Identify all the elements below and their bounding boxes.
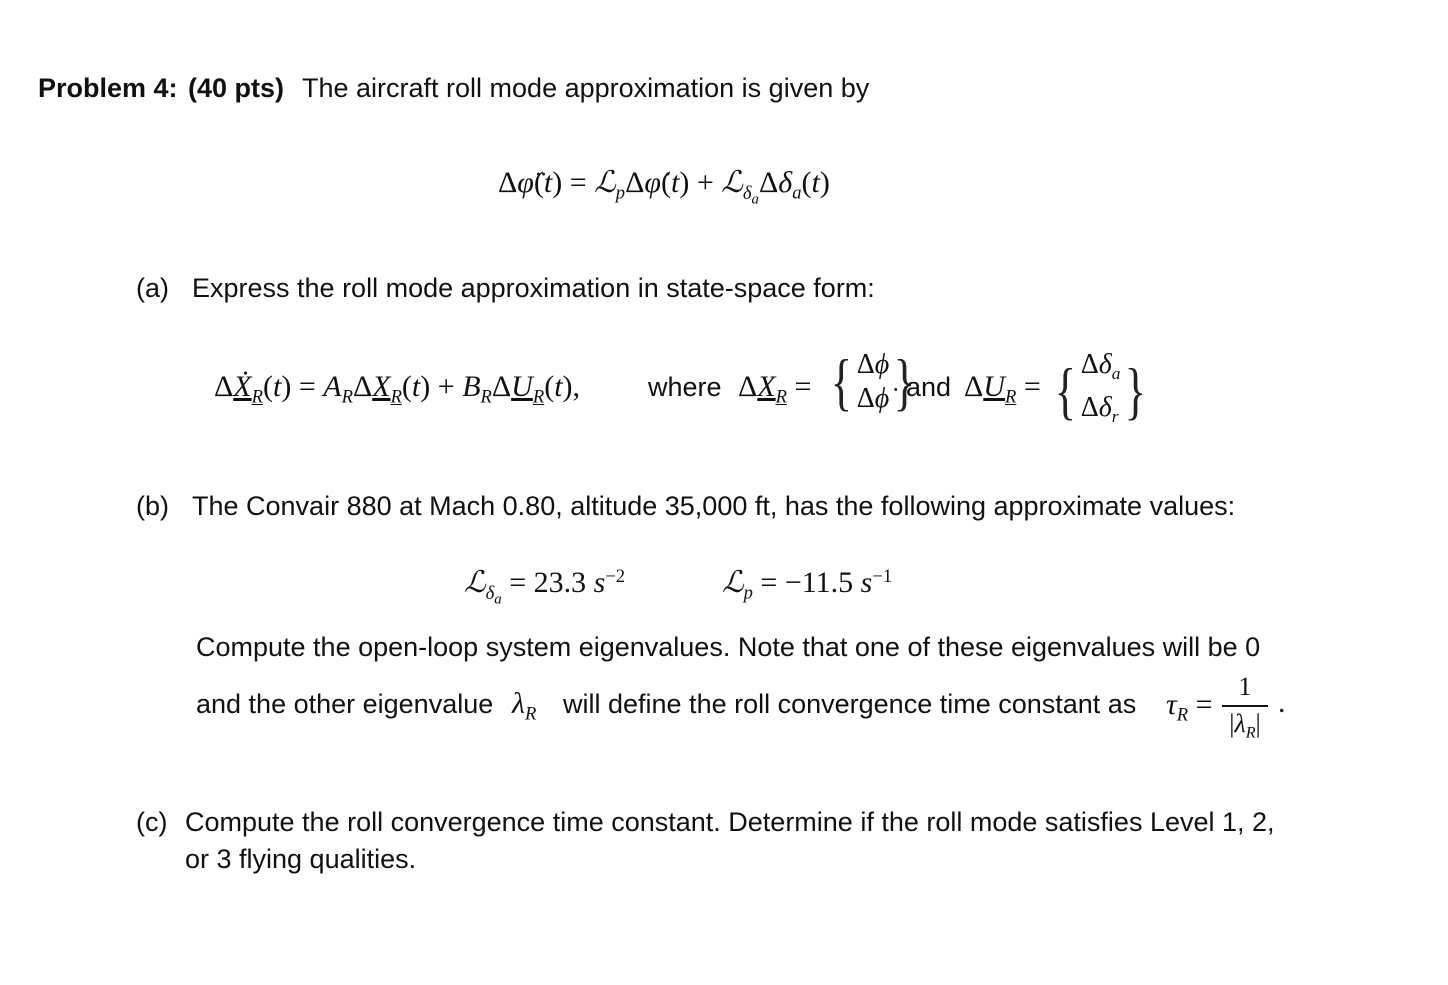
part-c-line2: or 3 flying qualities. — [185, 844, 417, 874]
problem-heading: Problem 4: — [38, 73, 178, 103]
part-b-label: (b) — [136, 491, 169, 521]
state-vector: { Δϕ Δϕ̇ } — [830, 346, 916, 417]
part-b-line2-b: will define the roll convergence time constant as — [563, 689, 1137, 719]
lambda-r: $\lambda_R$ — [512, 687, 537, 725]
tau-fraction: 1 $|\lambda_R|$ — [1222, 672, 1268, 742]
part-b-text: The Convair 880 at Mach 0.80, altitude 35,000 ft, has the following approximate values: — [192, 491, 1236, 521]
problem-intro: The aircraft roll mode approximation is given by — [302, 73, 870, 103]
main-equation: Δφ̈(t) = ℒ$_p$Δφ̇(t) + $ℒ_{\delta_a}\Delta\delta_a(t)$ — [498, 166, 830, 208]
where-label: where — [648, 372, 722, 402]
part-b-line2-a: and the other eigenvalue — [196, 689, 494, 719]
l-delta-a-value: ℒ$_{\delta_a}$ = 23.3 $s^{-2}$ — [464, 566, 626, 608]
state-vector-label: $\Delta X_R$ = — [738, 370, 812, 408]
part-b-line1: Compute the open-loop system eigenvalues. Note that one of these eigenvalues will be 0 — [196, 632, 1261, 662]
part-c-line1: Compute the roll convergence time constant. Determine if the roll mode satisfies Level 1, 2, — [185, 807, 1275, 837]
tau-r: $\tau_R$ = — [1166, 688, 1213, 726]
part-c-label: (c) — [136, 807, 168, 837]
part-a-label: (a) — [136, 273, 169, 303]
and-label: and — [906, 372, 952, 402]
input-vector: { $\Delta\delta_a$ $\Delta\delta_r$ } — [1054, 349, 1147, 427]
period: . — [1278, 686, 1286, 719]
state-space-equation: ΔẊ$_R$(t) = $A_R\Delta X_R(t) + B_R\Delta U_R(t)$, — [214, 370, 581, 408]
l-p-value: ℒ$_p$ = −11.5 $s^{-1}$ — [722, 566, 893, 604]
part-a-text: Express the roll mode approximation in state-space form: — [192, 273, 875, 303]
input-vector-label: $\Delta U_R$ = — [964, 370, 1041, 408]
problem-points: (40 pts) — [188, 73, 285, 103]
